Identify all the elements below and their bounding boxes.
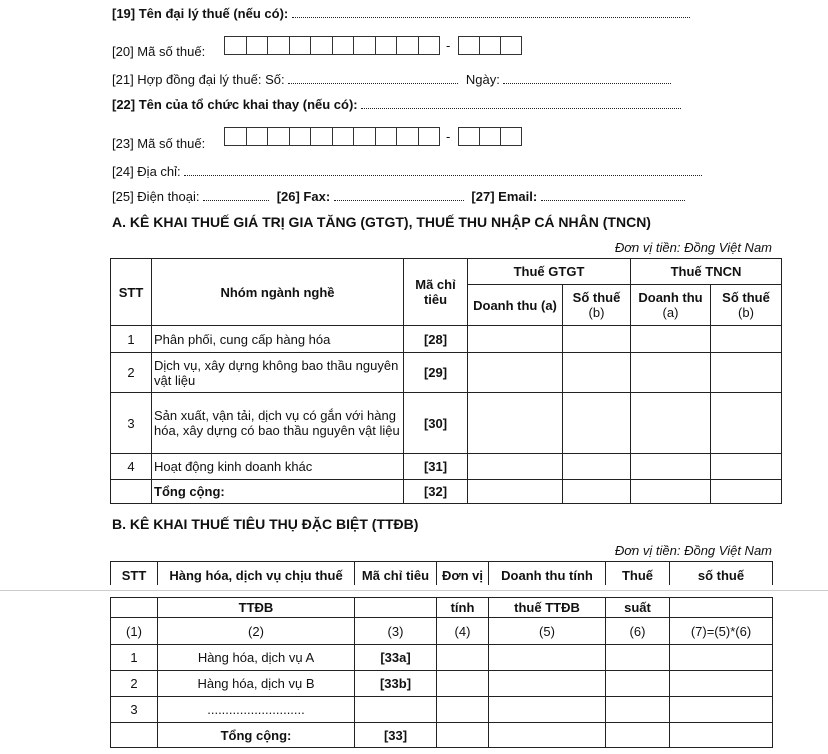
- a-header-code: Mã chỉ tiêu: [404, 259, 468, 326]
- b-header-stt: STT: [111, 562, 158, 590]
- a-cell-input[interactable]: [631, 393, 711, 454]
- fax-field[interactable]: [334, 189, 464, 201]
- line-21: [112, 72, 671, 87]
- b-header2-stt: [111, 598, 158, 618]
- table-row-total: [111, 723, 773, 748]
- table-row: [111, 393, 782, 454]
- b-header-goods: Hàng hóa, dịch vụ chịu thuế: [158, 562, 355, 590]
- a-header-gtgt: Thuế GTGT: [468, 259, 631, 285]
- b-row-stt: 2: [111, 671, 158, 697]
- a-row-name: Sản xuất, vận tải, dịch vụ có gắn với hàng hóa, xây dựng có bao thầu nguyên vật liệu: [152, 393, 404, 454]
- b-cell-input[interactable]: [489, 697, 606, 723]
- a-cell-input[interactable]: [563, 454, 631, 480]
- a-cell-input[interactable]: [631, 353, 711, 393]
- a-row-name: Tổng cộng:: [152, 480, 404, 504]
- b-cell-input[interactable]: [489, 645, 606, 671]
- b-row-stt: 3: [111, 697, 158, 723]
- a-cell-input[interactable]: [631, 454, 711, 480]
- b-row-name: Hàng hóa, dịch vụ A: [158, 645, 355, 671]
- b-cell-input[interactable]: [670, 723, 773, 748]
- a-cell-input[interactable]: [711, 454, 782, 480]
- agent-name-field[interactable]: [292, 6, 690, 18]
- table-row: [111, 353, 782, 393]
- phone-field[interactable]: [203, 189, 269, 201]
- agent-name-label: [19] Tên đại lý thuế (nếu có):: [112, 6, 289, 21]
- a-header-tncn: Thuế TNCN: [631, 259, 782, 285]
- tax-code-suffix-boxes-23[interactable]: [458, 127, 522, 146]
- a-cell-input[interactable]: [468, 454, 563, 480]
- b-cell-input[interactable]: [670, 697, 773, 723]
- a-row-name: Dịch vụ, xây dựng không bao thầu nguyên vật liệu: [152, 353, 404, 393]
- a-header-tax-b: Số thuế (b): [563, 285, 631, 326]
- table-row-total: [111, 480, 782, 504]
- a-row-name: Phân phối, cung cấp hàng hóa: [152, 326, 404, 353]
- b-row-name: Tổng cộng:: [158, 723, 355, 748]
- contract-no-label: [21] Hợp đồng đại lý thuế: Số:: [112, 72, 285, 87]
- b-header-unit: Đơn vị: [437, 562, 489, 590]
- b-colnum: (7)=(5)*(6): [670, 618, 773, 645]
- section-b-unit: Đơn vị tiền: Đồng Việt Nam: [614, 543, 772, 558]
- b-header-rate: Thuế: [606, 562, 670, 590]
- a-cell-input[interactable]: [468, 326, 563, 353]
- b-cell-input[interactable]: [437, 697, 489, 723]
- fax-label: [26] Fax:: [276, 189, 331, 204]
- b-header2-revenue: thuế TTĐB: [489, 598, 606, 618]
- a-cell-input[interactable]: [711, 353, 782, 393]
- b-header2-tax: [670, 598, 773, 618]
- b-header2-rate: suất: [606, 598, 670, 618]
- a-header-rev-a: Doanh thu (a): [468, 285, 563, 326]
- table-row: [111, 697, 773, 723]
- a-row-code: [28]: [404, 326, 468, 353]
- b-cell-input[interactable]: [437, 671, 489, 697]
- a-cell-input[interactable]: [468, 480, 563, 504]
- b-colnum: (3): [355, 618, 437, 645]
- contract-date-label: Ngày:: [465, 72, 500, 87]
- b-colnum: (4): [437, 618, 489, 645]
- tax-code-dash-23: -: [446, 129, 451, 144]
- b-colnum: (5): [489, 618, 606, 645]
- a-header-group: Nhóm ngành nghề: [152, 259, 404, 326]
- org-name-label: [22] Tên của tổ chức khai thay (nếu có):: [112, 97, 358, 112]
- page-separator: [0, 590, 828, 591]
- org-name-field[interactable]: [361, 97, 681, 109]
- b-cell-input[interactable]: [606, 645, 670, 671]
- b-row-stt: 1: [111, 645, 158, 671]
- a-header-rev-tncn: Doanh thu (a): [631, 285, 711, 326]
- section-b-table: [110, 597, 773, 748]
- b-cell-input[interactable]: [489, 723, 606, 748]
- a-row-stt: 1: [111, 326, 152, 353]
- b-cell-input[interactable]: [437, 723, 489, 748]
- b-colnum: (1): [111, 618, 158, 645]
- line-19: [112, 6, 690, 21]
- line-20: [112, 44, 205, 59]
- line-25: [112, 189, 685, 204]
- a-row-name: Hoạt động kinh doanh khác: [152, 454, 404, 480]
- address-field[interactable]: [184, 164, 702, 176]
- tax-code-label-23: [23] Mã số thuế:: [112, 136, 206, 151]
- tax-code-dash-20: -: [446, 38, 451, 53]
- address-label: [24] Địa chỉ:: [112, 164, 181, 179]
- a-row-code: [32]: [404, 480, 468, 504]
- a-cell-input[interactable]: [711, 480, 782, 504]
- a-row-stt: 2: [111, 353, 152, 393]
- section-a-table: [110, 258, 782, 504]
- b-row-code: [33a]: [355, 645, 437, 671]
- phone-label: [25] Điện thoại:: [112, 189, 200, 204]
- tax-code-label-20: [20] Mã số thuế:: [112, 44, 206, 59]
- b-cell-input[interactable]: [670, 645, 773, 671]
- a-row-stt: [111, 480, 152, 504]
- a-cell-input[interactable]: [711, 393, 782, 454]
- a-row-code: [30]: [404, 393, 468, 454]
- a-cell-input[interactable]: [563, 353, 631, 393]
- a-header-tax-tncn: Số thuế (b): [711, 285, 782, 326]
- a-row-code: [29]: [404, 353, 468, 393]
- b-header-code: Mã chỉ tiêu: [355, 562, 437, 590]
- a-cell-input[interactable]: [563, 480, 631, 504]
- email-field[interactable]: [541, 189, 685, 201]
- table-row: [111, 671, 773, 697]
- b-colnum: (6): [606, 618, 670, 645]
- b-row-code: [33]: [355, 723, 437, 748]
- line-22: [112, 97, 681, 112]
- b-colnum: (2): [158, 618, 355, 645]
- a-cell-input[interactable]: [631, 480, 711, 504]
- tax-code-boxes-20[interactable]: [224, 36, 440, 55]
- a-cell-input[interactable]: [468, 393, 563, 454]
- a-cell-input[interactable]: [468, 353, 563, 393]
- table-row: [111, 454, 782, 480]
- b-header-tax: số thuế: [670, 562, 773, 590]
- tax-code-suffix-boxes-20[interactable]: [458, 36, 522, 55]
- line-23: [112, 136, 205, 151]
- b-header2-unit: tính: [437, 598, 489, 618]
- a-row-code: [31]: [404, 454, 468, 480]
- section-a-unit: Đơn vị tiền: Đồng Việt Nam: [614, 240, 772, 255]
- a-cell-input[interactable]: [631, 326, 711, 353]
- b-row-code: [355, 697, 437, 723]
- table-row: [111, 645, 773, 671]
- a-header-stt: STT: [111, 259, 152, 326]
- b-row-name: Hàng hóa, dịch vụ B: [158, 671, 355, 697]
- b-cell-input[interactable]: [489, 671, 606, 697]
- b-row-stt: [111, 723, 158, 748]
- b-cell-input[interactable]: [437, 645, 489, 671]
- a-cell-input[interactable]: [563, 393, 631, 454]
- b-header2-goods: TTĐB: [158, 598, 355, 618]
- a-row-stt: 3: [111, 393, 152, 454]
- tax-code-boxes-23[interactable]: [224, 127, 440, 146]
- b-row-code: [33b]: [355, 671, 437, 697]
- section-a-title: A. KÊ KHAI THUẾ GIÁ TRỊ GIA TĂNG (GTGT), THUẾ THU NHẬP CÁ NHÂN (TNCN): [112, 214, 651, 230]
- b-cell-input[interactable]: [606, 697, 670, 723]
- table-row: [111, 326, 782, 353]
- line-24: [112, 164, 702, 179]
- email-label: [27] Email:: [471, 189, 538, 204]
- b-header2-code: [355, 598, 437, 618]
- contract-date-field[interactable]: [503, 72, 671, 84]
- b-cell-input[interactable]: [606, 723, 670, 748]
- b-row-name: ...........................: [158, 697, 355, 723]
- b-cell-input[interactable]: [670, 671, 773, 697]
- a-cell-input[interactable]: [563, 326, 631, 353]
- section-b-title: B. KÊ KHAI THUẾ TIÊU THỤ ĐẶC BIỆT (TTĐB): [112, 516, 419, 532]
- a-row-stt: 4: [111, 454, 152, 480]
- contract-no-field[interactable]: [288, 72, 458, 84]
- a-cell-input[interactable]: [711, 326, 782, 353]
- b-cell-input[interactable]: [606, 671, 670, 697]
- b-header-revenue: Doanh thu tính: [489, 562, 606, 590]
